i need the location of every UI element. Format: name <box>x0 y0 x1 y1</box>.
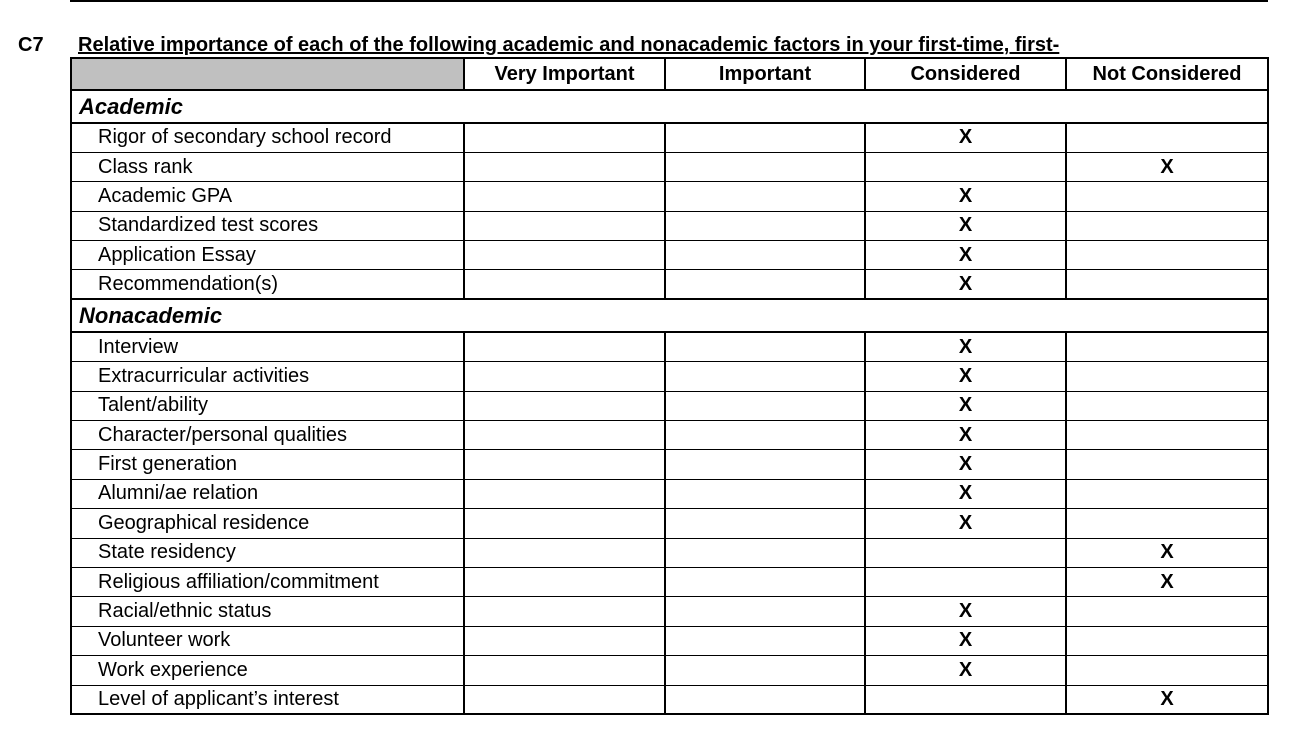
table-row <box>71 656 1268 685</box>
cell-very-important <box>464 597 665 626</box>
cell-considered: X <box>865 211 1066 240</box>
cell-not-considered <box>1066 421 1268 450</box>
cell-not-considered <box>1066 450 1268 479</box>
cell-very-important <box>464 685 665 714</box>
cell-important <box>665 567 865 596</box>
cell-considered: X <box>865 626 1066 655</box>
factor-label: Alumni/ae relation <box>71 479 464 508</box>
cell-important <box>665 685 865 714</box>
cell-important <box>665 509 865 538</box>
cell-very-important <box>464 567 665 596</box>
table-row <box>71 597 1268 626</box>
cell-not-considered: X <box>1066 538 1268 567</box>
factor-label: Class rank <box>71 152 464 181</box>
factor-label: Racial/ethnic status <box>71 597 464 626</box>
cell-considered: X <box>865 509 1066 538</box>
factor-label: Application Essay <box>71 241 464 270</box>
cell-not-considered <box>1066 211 1268 240</box>
factor-label: Standardized test scores <box>71 211 464 240</box>
cell-not-considered <box>1066 182 1268 211</box>
cell-very-important <box>464 538 665 567</box>
table-row <box>71 450 1268 479</box>
section-row-academic <box>71 90 1268 123</box>
header-corner-cell <box>71 58 464 90</box>
cell-important <box>665 332 865 361</box>
factor-label: Talent/ability <box>71 391 464 420</box>
factor-label: Interview <box>71 332 464 361</box>
cell-considered: X <box>865 362 1066 391</box>
cell-important <box>665 211 865 240</box>
cell-considered: X <box>865 597 1066 626</box>
cell-considered: X <box>865 270 1066 299</box>
cell-not-considered <box>1066 332 1268 361</box>
cell-very-important <box>464 362 665 391</box>
cell-important <box>665 626 865 655</box>
table-row <box>71 567 1268 596</box>
cell-not-considered <box>1066 656 1268 685</box>
cell-not-considered <box>1066 241 1268 270</box>
table-row <box>71 479 1268 508</box>
table-row <box>71 421 1268 450</box>
table-row <box>71 182 1268 211</box>
cell-important <box>665 241 865 270</box>
factor-label: Character/personal qualities <box>71 421 464 450</box>
cell-very-important <box>464 626 665 655</box>
table-row <box>71 538 1268 567</box>
cell-important <box>665 538 865 567</box>
factor-label: Level of applicant’s interest <box>71 685 464 714</box>
cell-very-important <box>464 152 665 181</box>
header-important: Important <box>665 58 865 90</box>
cell-considered: X <box>865 332 1066 361</box>
table-row <box>71 152 1268 181</box>
cell-considered: X <box>865 479 1066 508</box>
cell-very-important <box>464 211 665 240</box>
factor-label: Geographical residence <box>71 509 464 538</box>
cell-not-considered <box>1066 626 1268 655</box>
cell-very-important <box>464 332 665 361</box>
cell-not-considered <box>1066 362 1268 391</box>
cell-very-important <box>464 270 665 299</box>
cell-important <box>665 656 865 685</box>
cell-important <box>665 152 865 181</box>
factor-label: Rigor of secondary school record <box>71 123 464 152</box>
table-row <box>71 362 1268 391</box>
cell-very-important <box>464 656 665 685</box>
cell-not-considered <box>1066 479 1268 508</box>
section-row-nonacademic <box>71 299 1268 332</box>
cell-important <box>665 362 865 391</box>
cell-very-important <box>464 421 665 450</box>
cell-considered: X <box>865 450 1066 479</box>
cell-considered: X <box>865 391 1066 420</box>
cell-considered <box>865 685 1066 714</box>
cell-important <box>665 182 865 211</box>
factor-label: Religious affiliation/commitment <box>71 567 464 596</box>
cell-important <box>665 597 865 626</box>
cell-very-important <box>464 450 665 479</box>
header-very-important: Very Important <box>464 58 665 90</box>
cell-considered: X <box>865 182 1066 211</box>
factor-label: State residency <box>71 538 464 567</box>
section-heading: Nonacademic <box>71 299 1268 332</box>
cell-considered <box>865 567 1066 596</box>
table-row <box>71 685 1268 714</box>
cell-not-considered <box>1066 391 1268 420</box>
cell-very-important <box>464 182 665 211</box>
table-row <box>71 391 1268 420</box>
cell-considered <box>865 152 1066 181</box>
factor-label: Work experience <box>71 656 464 685</box>
cell-considered: X <box>865 123 1066 152</box>
cell-very-important <box>464 509 665 538</box>
cell-not-considered <box>1066 597 1268 626</box>
cell-considered: X <box>865 421 1066 450</box>
cell-very-important <box>464 391 665 420</box>
table-row <box>71 626 1268 655</box>
factor-label: Volunteer work <box>71 626 464 655</box>
section-heading: Academic <box>71 90 1268 123</box>
cell-considered <box>865 538 1066 567</box>
cell-not-considered <box>1066 509 1268 538</box>
cell-considered: X <box>865 241 1066 270</box>
header-not-considered: Not Considered <box>1066 58 1268 90</box>
top-rule <box>70 0 1268 2</box>
cell-important <box>665 450 865 479</box>
table-row <box>71 211 1268 240</box>
cell-not-considered <box>1066 123 1268 152</box>
table-row <box>71 332 1268 361</box>
table-row <box>71 270 1268 299</box>
header-row <box>71 58 1268 90</box>
factor-label: Academic GPA <box>71 182 464 211</box>
cell-important <box>665 391 865 420</box>
question-number: C7 <box>18 34 44 56</box>
cell-very-important <box>464 241 665 270</box>
factors-table <box>70 57 1269 715</box>
cell-very-important <box>464 479 665 508</box>
cell-very-important <box>464 123 665 152</box>
cell-important <box>665 421 865 450</box>
factor-label: Extracurricular activities <box>71 362 464 391</box>
cell-not-considered: X <box>1066 567 1268 596</box>
question-title: Relative importance of each of the following academic and nonacademic factors in your first-time, first- <box>78 34 1060 56</box>
header-considered: Considered <box>865 58 1066 90</box>
cell-important <box>665 270 865 299</box>
table-row <box>71 241 1268 270</box>
cell-important <box>665 479 865 508</box>
table-row <box>71 123 1268 152</box>
table-row <box>71 509 1268 538</box>
factor-label: First generation <box>71 450 464 479</box>
cell-important <box>665 123 865 152</box>
cell-considered: X <box>865 656 1066 685</box>
cell-not-considered: X <box>1066 685 1268 714</box>
cell-not-considered <box>1066 270 1268 299</box>
cell-not-considered: X <box>1066 152 1268 181</box>
factor-label: Recommendation(s) <box>71 270 464 299</box>
